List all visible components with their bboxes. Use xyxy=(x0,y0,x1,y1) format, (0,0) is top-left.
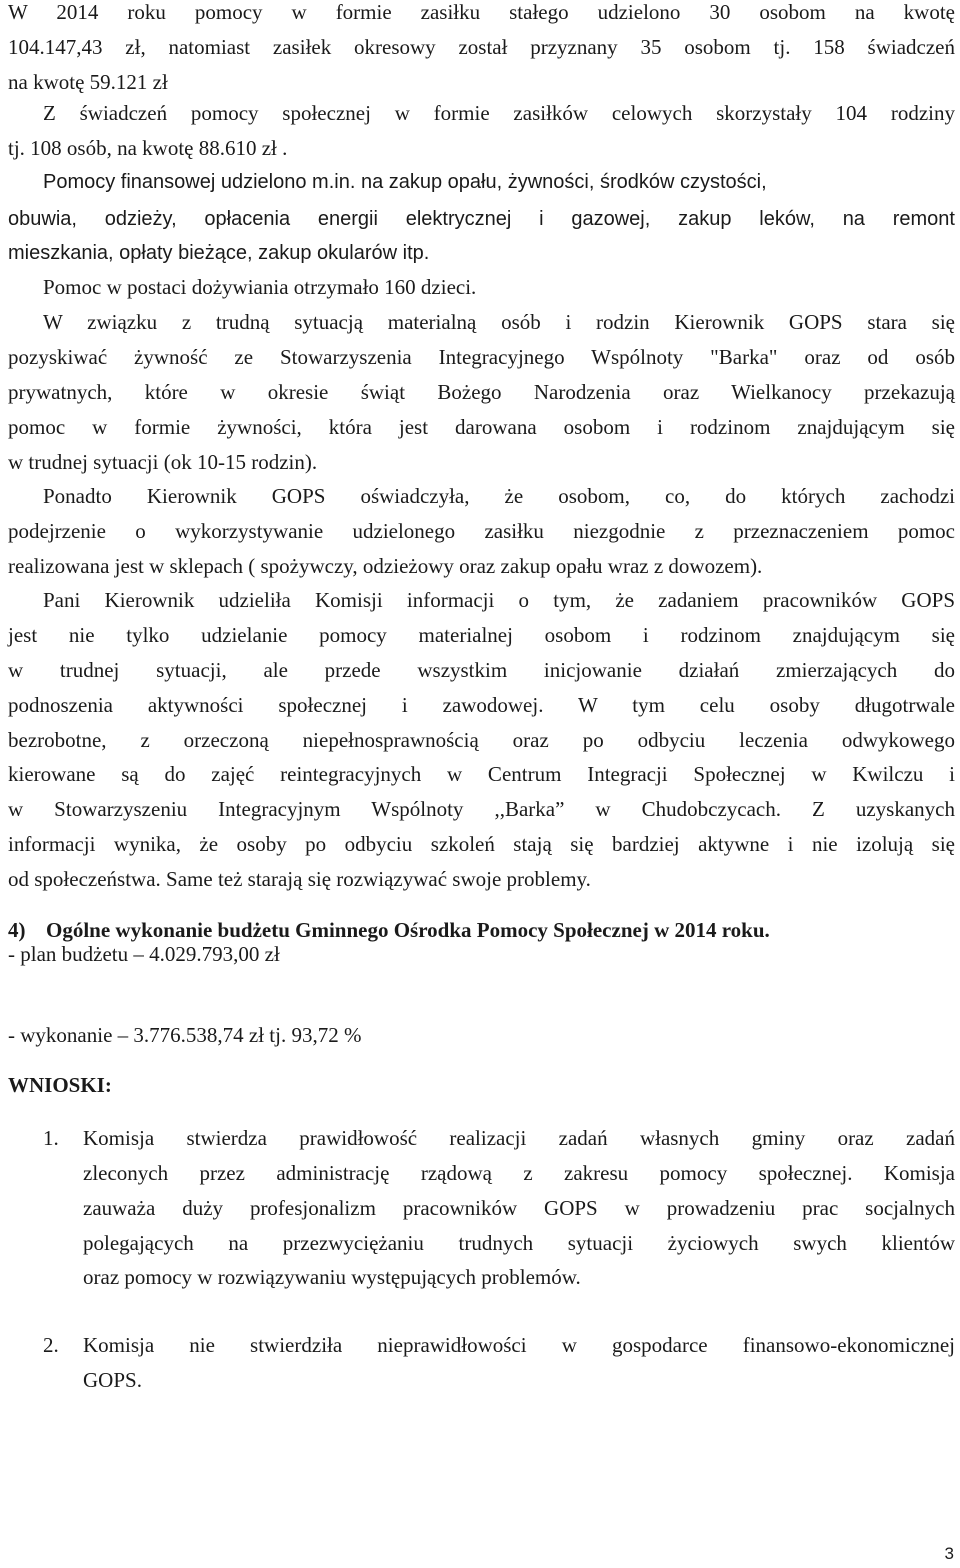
text-line: informacji wynika, że osoby po odbyciu szkoleń stają się bardziej aktywne i nie izolują się xyxy=(8,832,955,856)
text-line: w Stowarzyszeniu Integracyjnym Wspólnoty ,,Barka” w Chudobczycach. Z uzyskanych xyxy=(8,797,955,821)
text-line: realizowana jest w sklepach ( spożywczy, odzieżowy oraz zakup opału wraz z dowozem). xyxy=(8,554,763,578)
text-line: Pomocy finansowej udzielono m.in. na zakup opału, żywności, środków czystości, xyxy=(43,171,767,193)
text-line: jest nie tylko udzielanie pomocy materialnej osobom i rodzinom znajdującym się xyxy=(8,623,955,647)
section-number: 4) xyxy=(8,918,26,942)
list-item-line: Komisja stwierdza prawidłowość realizacji zadań własnych gminy oraz zadań xyxy=(83,1126,955,1150)
text-line: w trudnej sytuacji (ok 10-15 rodzin). xyxy=(8,450,318,474)
section-title: Ogólne wykonanie budżetu Gminnego Ośrodka Pomocy Społecznej w 2014 roku. xyxy=(46,918,770,942)
text-line: tj. 108 osób, na kwotę 88.610 zł . xyxy=(8,136,288,160)
text-line: podnoszenia aktywności społecznej i zawodowej. W tym celu osoby długotrwale xyxy=(8,693,955,717)
text-line: prywatnych, które w okresie świąt Bożego Narodzenia oraz Wielkanocy przekazują xyxy=(8,380,955,404)
list-item-line: Komisja nie stwierdziła nieprawidłowości w gospodarce finansowo-ekonomicznej xyxy=(83,1333,955,1357)
text-line: od społeczeństwa. Same też starają się rozwiązywać swoje problemy. xyxy=(8,867,591,891)
list-item-line: GOPS. xyxy=(83,1368,142,1392)
text-line: bezrobotne, z orzeczoną niepełnosprawnością oraz po odbyciu leczenia odwykowego xyxy=(8,728,955,752)
list-item-line: zauważa duży profesjonalizm pracowników GOPS w prowadzeniu prac socjalnych xyxy=(83,1196,955,1220)
text-line: podejrzenie o wykorzystywanie udzielonego zasiłku niezgodnie z przeznaczeniem pomoc xyxy=(8,519,955,543)
text-line: Pomoc w postaci dożywiania otrzymało 160 dzieci. xyxy=(43,275,477,299)
list-item-line: zleconych przez administrację rządową z zakresu pomocy społecznej. Komisja xyxy=(83,1161,955,1185)
list-item-number: 1. xyxy=(43,1126,59,1150)
text-line: W 2014 roku pomocy w formie zasiłku stałego udzielono 30 osobom na kwotę xyxy=(8,0,955,24)
text-line: mieszkania, opłaty bieżące, zakup okularów itp. xyxy=(8,242,430,264)
text-line: W związku z trudną sytuacją materialną osób i rodzin Kierownik GOPS stara się xyxy=(43,310,955,334)
text-line: Z świadczeń pomocy społecznej w formie zasiłków celowych skorzystały 104 rodziny xyxy=(43,101,955,125)
text-line: pozyskiwać żywność ze Stowarzyszenia Integracyjnego Wspólnoty "Barka" oraz od osób xyxy=(8,345,955,369)
page-number: 3 xyxy=(944,1544,954,1563)
text-line: obuwia, odzieży, opłacenia energii elektrycznej i gazowej, zakup leków, na remont xyxy=(8,208,955,230)
budget-plan: - plan budżetu – 4.029.793,00 zł xyxy=(8,942,280,966)
list-item-line: polegających na przezwyciężaniu trudnych sytuacji życiowych swych klientów xyxy=(83,1231,955,1255)
text-line: na kwotę 59.121 zł xyxy=(8,70,168,94)
text-line: Ponadto Kierownik GOPS oświadczyła, że osobom, co, do których zachodzi xyxy=(43,484,955,508)
text-line: w trudnej sytuacji, ale przede wszystkim inicjowanie działań zmierzających do xyxy=(8,658,955,682)
conclusions-heading: WNIOSKI: xyxy=(8,1073,112,1097)
text-line: pomoc w formie żywności, która jest darowana osobom i rodzinom znajdującym się xyxy=(8,415,955,439)
list-item-number: 2. xyxy=(43,1333,59,1357)
list-item-line: oraz pomocy w rozwiązywaniu występujących problemów. xyxy=(83,1265,581,1289)
text-line: kierowane są do zajęć reintegracyjnych w Centrum Integracji Społecznej w Kwilczu i xyxy=(8,762,955,786)
text-line: 104.147,43 zł, natomiast zasiłek okresowy został przyznany 35 osobom tj. 158 świadczeń xyxy=(8,35,955,59)
text-line: Pani Kierownik udzieliła Komisji informacji o tym, że zadaniem pracowników GOPS xyxy=(43,588,955,612)
budget-execution: - wykonanie – 3.776.538,74 zł tj. 93,72 % xyxy=(8,1023,362,1047)
